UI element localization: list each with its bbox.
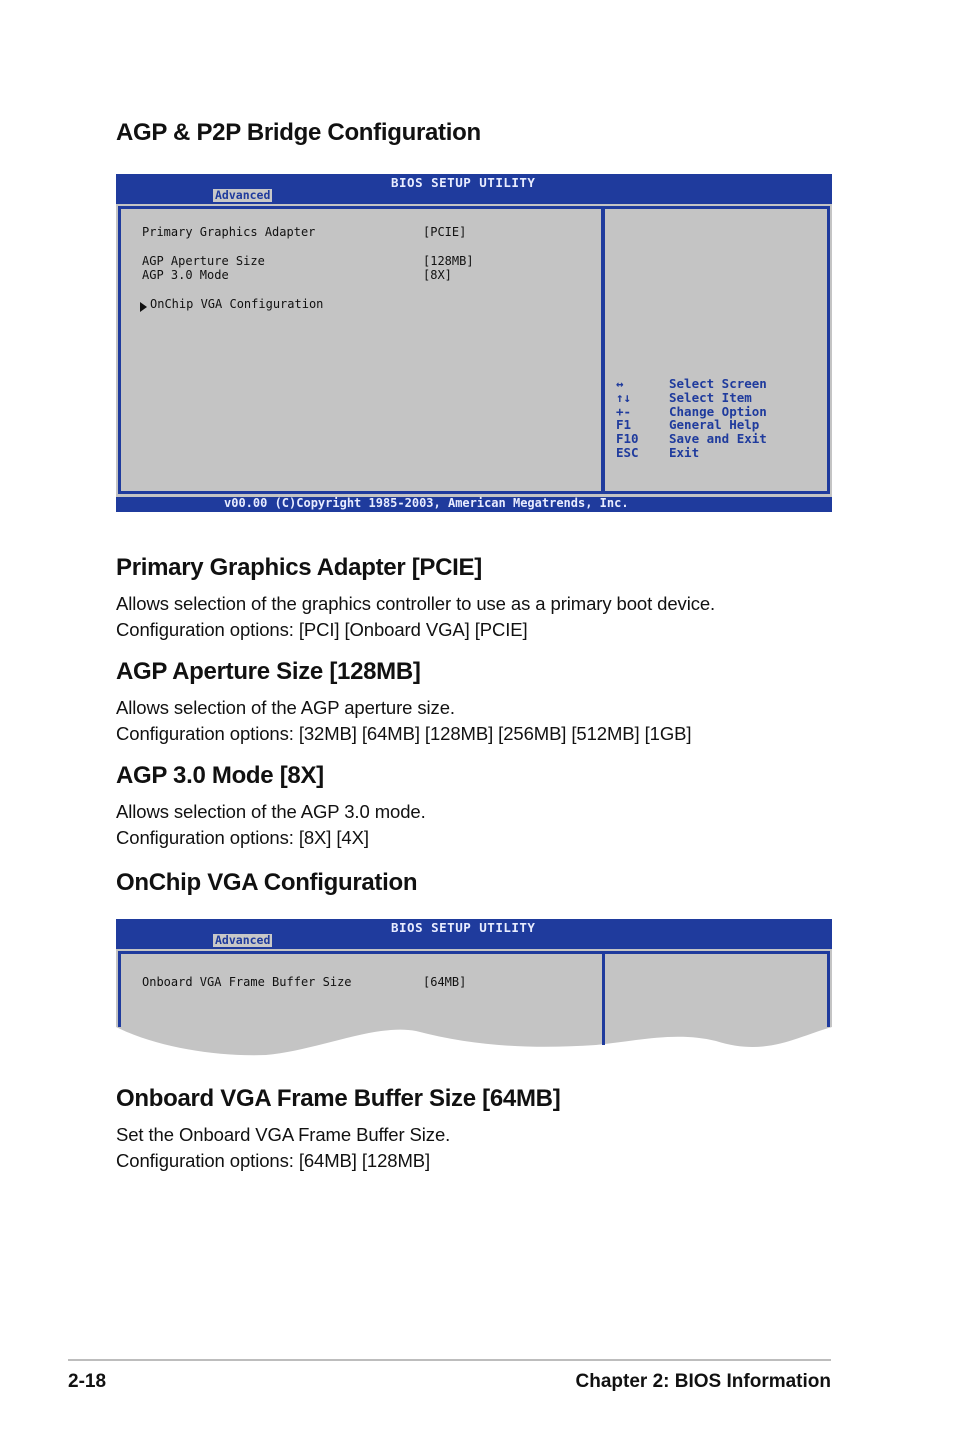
value-primary-graphics-adapter[interactable]: [PCIE] xyxy=(423,225,467,239)
heading-frame-buffer-size: Onboard VGA Frame Buffer Size [64MB] xyxy=(116,1085,561,1112)
value-agp-aperture-size[interactable]: [128MB] xyxy=(423,254,474,268)
heading-primary-graphics-adapter: Primary Graphics Adapter [PCIE] xyxy=(116,554,482,581)
help-select-item: Select Item xyxy=(669,390,752,405)
desc-line: Allows selection of the AGP 3.0 mode. xyxy=(116,801,426,822)
tab-advanced[interactable]: Advanced xyxy=(215,188,271,202)
bios-copyright: v00.00 (C)Copyright 1985-2003, American Megatrends, Inc. xyxy=(224,496,629,510)
value-onboard-vga-frame-buffer-size[interactable]: [64MB] xyxy=(423,975,467,989)
item-onboard-vga-frame-buffer-size[interactable]: Onboard VGA Frame Buffer Size xyxy=(142,975,352,989)
help-change-option: Change Option xyxy=(669,404,767,419)
item-agp-mode[interactable]: AGP 3.0 Mode xyxy=(142,268,229,282)
bios-main-pane xyxy=(118,206,604,494)
desc-agp-aperture-size xyxy=(116,695,691,747)
tab-advanced[interactable]: Advanced xyxy=(215,933,271,947)
plus-minus-key: +- xyxy=(616,404,632,419)
f1-key: F1 xyxy=(616,417,632,432)
help-exit: Exit xyxy=(669,445,700,460)
desc-line: Allows selection of the AGP aperture size. xyxy=(116,697,455,718)
heading-agp-aperture-size: AGP Aperture Size [128MB] xyxy=(116,658,421,685)
item-onchip-vga-configuration[interactable]: OnChip VGA Configuration xyxy=(150,297,324,311)
footer-rule xyxy=(68,1359,831,1361)
item-primary-graphics-adapter[interactable]: Primary Graphics Adapter xyxy=(142,225,316,239)
desc-primary-graphics-adapter xyxy=(116,591,715,643)
config-options: Configuration options: [8X] [4X] xyxy=(116,827,369,848)
value-agp-mode[interactable]: [8X] xyxy=(423,268,452,282)
page-number: 2-18 xyxy=(68,1371,107,1392)
heading-agp-mode: AGP 3.0 Mode [8X] xyxy=(116,762,324,789)
bios-screen-agp xyxy=(116,174,832,512)
submenu-arrow-icon xyxy=(140,302,148,312)
bios-title: BIOS SETUP UTILITY xyxy=(391,920,536,935)
desc-frame-buffer-size xyxy=(116,1122,450,1174)
bios-title-bar xyxy=(116,174,832,204)
pane-border-right xyxy=(827,951,830,1027)
help-save-and-exit: Save and Exit xyxy=(669,431,767,446)
desc-agp-mode xyxy=(116,799,426,851)
f10-key: F10 xyxy=(616,431,639,446)
bios-title: BIOS SETUP UTILITY xyxy=(391,175,536,190)
help-general-help: General Help xyxy=(669,417,760,432)
desc-line: Allows selection of the graphics controller to use as a primary boot device. xyxy=(116,593,716,614)
left-right-arrows-icon: ↔ xyxy=(616,376,624,391)
heading-onchip-vga: OnChip VGA Configuration xyxy=(116,869,418,896)
chapter-title: Chapter 2: BIOS Information xyxy=(575,1371,831,1392)
config-options: Configuration options: [32MB] [64MB] [128MB] [256MB] [512MB] [1GB] xyxy=(116,723,692,744)
desc-line: Set the Onboard VGA Frame Buffer Size. xyxy=(116,1124,451,1145)
up-down-arrows-icon: ↑↓ xyxy=(616,390,632,405)
help-select-screen: Select Screen xyxy=(669,376,767,391)
bios-copyright-bar xyxy=(116,497,832,512)
item-agp-aperture-size[interactable]: AGP Aperture Size xyxy=(142,254,265,268)
esc-key: ESC xyxy=(616,445,639,460)
bios-screen-onchip-vga xyxy=(116,919,832,1059)
pane-border-left xyxy=(118,951,121,1027)
section-title: AGP & P2P Bridge Configuration xyxy=(116,119,481,146)
pane-border-top xyxy=(118,951,830,954)
config-options: Configuration options: [64MB] [128MB] xyxy=(116,1150,431,1171)
pane-divider xyxy=(602,951,605,1045)
bios-title-bar xyxy=(116,919,832,949)
config-options: Configuration options: [PCI] [Onboard VGA] [PCIE] xyxy=(116,619,528,640)
